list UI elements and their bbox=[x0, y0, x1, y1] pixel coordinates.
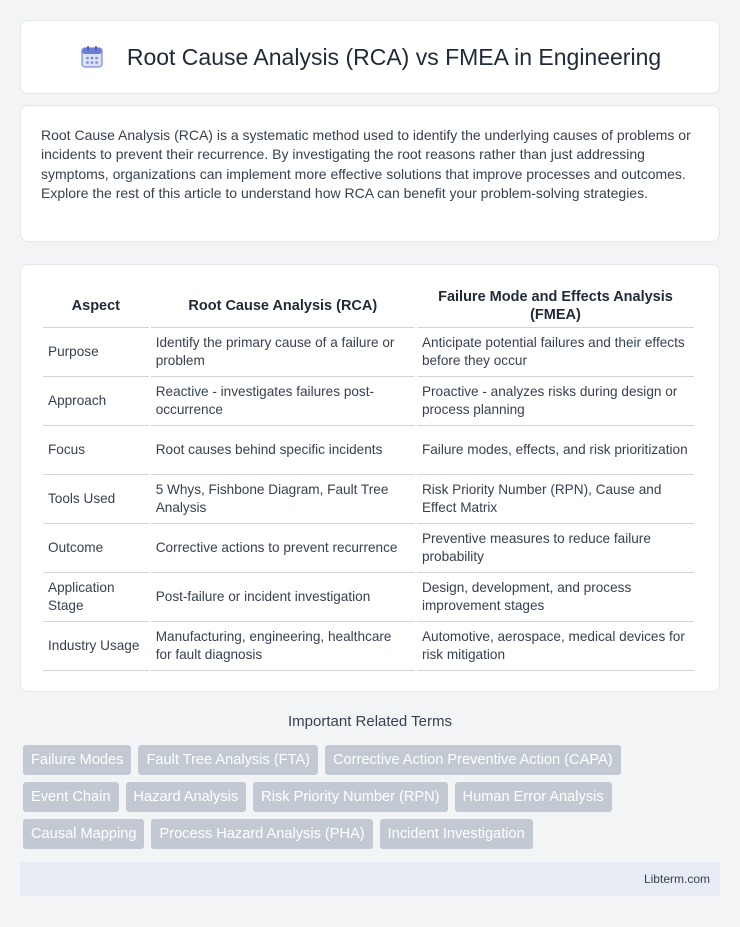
comparison-table-card bbox=[20, 264, 720, 692]
table-cell-fmea: Design, development, and process improvement stages bbox=[417, 573, 694, 622]
table-cell-rca: Manufacturing, engineering, healthcare for fault diagnosis bbox=[151, 622, 415, 671]
title-card bbox=[20, 20, 720, 94]
tag-capa[interactable]: Corrective Action Preventive Action (CAPA) bbox=[325, 745, 621, 775]
header-rca: Root Cause Analysis (RCA) bbox=[151, 285, 415, 328]
tag-human-error-analysis[interactable]: Human Error Analysis bbox=[455, 782, 612, 812]
table-cell-fmea: Proactive - analyzes risks during design or process planning bbox=[417, 377, 694, 426]
tag-pha[interactable]: Process Hazard Analysis (PHA) bbox=[151, 819, 372, 849]
table-cell-rca: Corrective actions to prevent recurrence bbox=[151, 524, 415, 573]
tag-row bbox=[23, 745, 723, 775]
table-row bbox=[43, 622, 694, 671]
table-cell-aspect: Application Stage bbox=[43, 573, 149, 622]
tag-rpn[interactable]: Risk Priority Number (RPN) bbox=[253, 782, 447, 812]
header-fmea: Failure Mode and Effects Analysis (FMEA) bbox=[417, 285, 694, 328]
intro-card bbox=[20, 105, 720, 242]
table-row bbox=[43, 475, 694, 524]
table-cell-rca: 5 Whys, Fishbone Diagram, Fault Tree Analysis bbox=[151, 475, 415, 524]
header-aspect: Aspect bbox=[43, 285, 149, 328]
table-cell-aspect: Focus bbox=[43, 426, 149, 475]
table-header-row bbox=[43, 285, 694, 328]
comparison-table bbox=[41, 285, 696, 671]
table-row bbox=[43, 573, 694, 622]
tag-incident-investigation[interactable]: Incident Investigation bbox=[380, 819, 533, 849]
intro-text: Root Cause Analysis (RCA) is a systematic method used to identify the underlying causes of problems or incidents to prevent their recurrence. By investigating the root reasons rather than just addressing symptoms, organizations can implement more effective solutions that improve processes and outcomes. Explore the rest of this article to understand how RCA can benefit your problem-solving strategies. bbox=[41, 127, 691, 202]
tag-row bbox=[23, 819, 723, 849]
table-row bbox=[43, 426, 694, 475]
table-cell-aspect: Purpose bbox=[43, 328, 149, 377]
table-cell-rca: Identify the primary cause of a failure or problem bbox=[151, 328, 415, 377]
footer bbox=[20, 862, 720, 896]
table-cell-rca: Root causes behind specific incidents bbox=[151, 426, 415, 475]
table-row bbox=[43, 524, 694, 573]
table-cell-fmea: Failure modes, effects, and risk prioritization bbox=[417, 426, 694, 475]
table-cell-aspect: Outcome bbox=[43, 524, 149, 573]
table-cell-aspect: Tools Used bbox=[43, 475, 149, 524]
table-row bbox=[43, 328, 694, 377]
tag-fault-tree-analysis[interactable]: Fault Tree Analysis (FTA) bbox=[138, 745, 318, 775]
calendar-icon bbox=[79, 44, 105, 70]
tag-causal-mapping[interactable]: Causal Mapping bbox=[23, 819, 144, 849]
footer-site-link[interactable]: Libterm.com bbox=[643, 872, 710, 886]
table-cell-aspect: Industry Usage bbox=[43, 622, 149, 671]
tag-hazard-analysis[interactable]: Hazard Analysis bbox=[126, 782, 247, 812]
table-row bbox=[43, 377, 694, 426]
table-cell-fmea: Preventive measures to reduce failure probability bbox=[417, 524, 694, 573]
related-terms-tags bbox=[23, 745, 723, 856]
tag-row bbox=[23, 782, 723, 812]
table-cell-fmea: Anticipate potential failures and their effects before they occur bbox=[417, 328, 694, 377]
tag-event-chain[interactable]: Event Chain bbox=[23, 782, 119, 812]
table-cell-aspect: Approach bbox=[43, 377, 149, 426]
table-cell-fmea: Risk Priority Number (RPN), Cause and Effect Matrix bbox=[417, 475, 694, 524]
page-title: Root Cause Analysis (RCA) vs FMEA in Engineering bbox=[126, 43, 662, 70]
table-cell-fmea: Automotive, aerospace, medical devices for risk mitigation bbox=[417, 622, 694, 671]
tag-failure-modes[interactable]: Failure Modes bbox=[23, 745, 131, 775]
table-cell-rca: Post-failure or incident investigation bbox=[151, 573, 415, 622]
related-terms-title: Important Related Terms bbox=[288, 713, 452, 730]
table-cell-rca: Reactive - investigates failures post-occurrence bbox=[151, 377, 415, 426]
